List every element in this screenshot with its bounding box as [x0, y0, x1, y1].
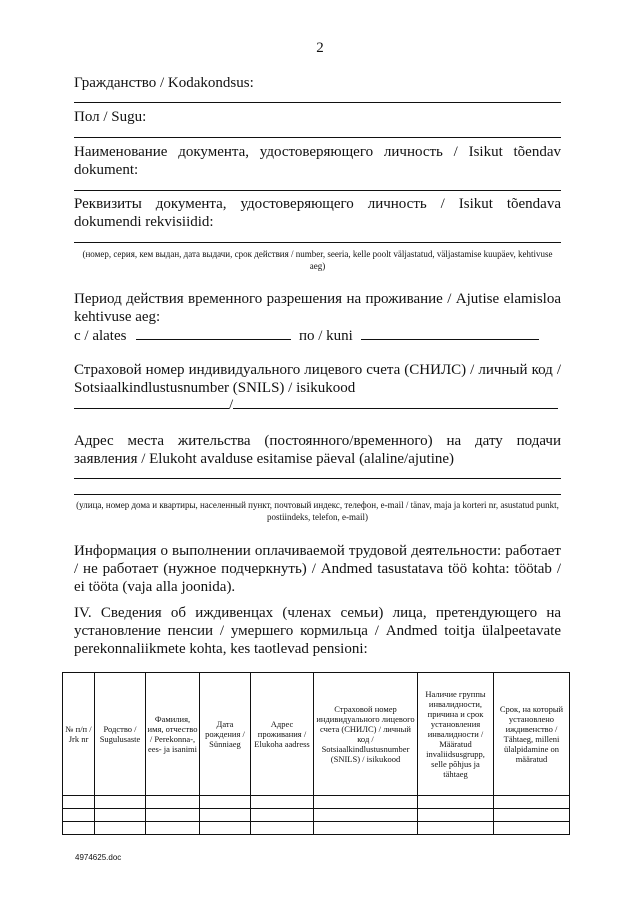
- table-cell[interactable]: [200, 809, 251, 822]
- snils-line-1: [74, 394, 229, 409]
- dependents-table: [62, 672, 570, 835]
- table-cell[interactable]: [63, 809, 95, 822]
- table-cell[interactable]: [251, 796, 314, 809]
- table-cell[interactable]: [200, 796, 251, 809]
- section-iv-heading: IV. Сведения об иждивенцах (членах семьи) лица, претендующего на установление пенсии / умершего кормильца / Andmed toitja ülalpeetavate perekonnaliikmete kohta, kes taotlevad pensioni:: [74, 605, 561, 657]
- col-address: Адрес проживания / Elukoha aadress: [251, 673, 314, 796]
- col-full-name: Фамилия, имя, отчество / Perekonna-, ees- ja isanimi: [146, 673, 200, 796]
- col-number: № п/п / Jrk nr: [63, 673, 95, 796]
- snils-label: Страховой номер индивидуального лицевого счета (СНИЛС) / личный код / Sotsiaalkindlustusnumber (SNILS) / isikukood: [74, 362, 561, 396]
- col-relationship: Родство / Sugulusaste: [95, 673, 146, 796]
- table-header-row: [63, 673, 570, 796]
- table-cell[interactable]: [251, 809, 314, 822]
- id-details-line: [74, 242, 561, 243]
- table-cell[interactable]: [251, 822, 314, 835]
- id-details-label: Реквизиты документа, удостоверяющего личность / Isikut tõendava dokumendi rekvisiidid:: [74, 196, 561, 230]
- table-cell[interactable]: [494, 796, 570, 809]
- snils-slash: /: [229, 397, 234, 413]
- id-document-line: [74, 190, 561, 191]
- to-label: по / kuni: [298, 328, 353, 344]
- permit-dates-row: [74, 325, 561, 345]
- table-cell[interactable]: [418, 822, 494, 835]
- from-date-line: [136, 325, 291, 340]
- address-label: Адрес места жительства (постоянного/временного) на дату подачи заявления / Elukoht avalduse esitamise päeval (alaline/ajutine): [74, 433, 561, 467]
- id-details-note: (номер, серия, кем выдан, дата выдачи, срок действия / number, seeria, kelle poolt väljastatud, väljastamise kuupäev, kehtivuse aeg): [82, 249, 553, 271]
- table-cell[interactable]: [314, 822, 418, 835]
- table-cell[interactable]: [146, 796, 200, 809]
- table-cell[interactable]: [146, 809, 200, 822]
- table-cell[interactable]: [314, 796, 418, 809]
- sex-line: [74, 137, 561, 138]
- address-note: (улица, номер дома и квартиры, населенный пункт, почтовый индекс, телефон, e-mail / tänav, maja ja korteri nr, asustatud punkt, postiindeks, telefon, e-mail): [76, 500, 559, 522]
- table-cell[interactable]: [200, 822, 251, 835]
- address-line-1: [74, 478, 561, 479]
- table-cell[interactable]: [418, 809, 494, 822]
- page-number: 2: [316, 40, 324, 56]
- col-birth-date: Дата рождения / Sünniaeg: [200, 673, 251, 796]
- table-cell[interactable]: [494, 809, 570, 822]
- table-row: [63, 822, 570, 835]
- table-cell[interactable]: [494, 822, 570, 835]
- work-info: Информация о выполнении оплачиваемой трудовой деятельности: работает / не работает (нужное подчеркнуть) / Andmed tasustatava töö kohta: töötab / ei tööta (vaja alla joonida).: [74, 543, 561, 595]
- permit-period-label: Период действия временного разрешения на проживание / Ajutise elamisloa kehtivuse aeg:: [74, 291, 561, 325]
- table-cell[interactable]: [63, 822, 95, 835]
- citizenship-line: [74, 102, 561, 103]
- footer-filename: 4974625.doc: [75, 853, 122, 862]
- col-snils: Страховой номер индивидуального лицевого счета (СНИЛС) / личный код / Sotsiaalkindlustusnumber (SNILS) / isikukood: [314, 673, 418, 796]
- table-cell[interactable]: [418, 796, 494, 809]
- to-date-line: [361, 325, 539, 340]
- table-cell[interactable]: [146, 822, 200, 835]
- col-dependency-term: Срок, на который установлено иждивенство / Tähtaeg, milleni ülalpidamine on määratud: [494, 673, 570, 796]
- table-row: [63, 809, 570, 822]
- citizenship-label: Гражданство / Kodakondsus:: [74, 75, 254, 91]
- snils-row: [74, 394, 561, 414]
- address-line-2: [74, 494, 561, 495]
- table-cell[interactable]: [95, 796, 146, 809]
- table-cell[interactable]: [95, 822, 146, 835]
- from-label: с / alates: [74, 328, 127, 344]
- id-document-label: Наименование документа, удостоверяющего личность / Isikut tõendav dokument:: [74, 144, 561, 178]
- snils-line-2: [233, 394, 558, 409]
- table-cell[interactable]: [63, 796, 95, 809]
- sex-label: Пол / Sugu:: [74, 109, 147, 125]
- table-cell[interactable]: [314, 809, 418, 822]
- table-row: [63, 796, 570, 809]
- table-cell[interactable]: [95, 809, 146, 822]
- col-disability: Наличие группы инвалидности, причина и срок установления инвалидности / Määratud invaliidsusgrupp, selle põhjus ja tähtaeg: [418, 673, 494, 796]
